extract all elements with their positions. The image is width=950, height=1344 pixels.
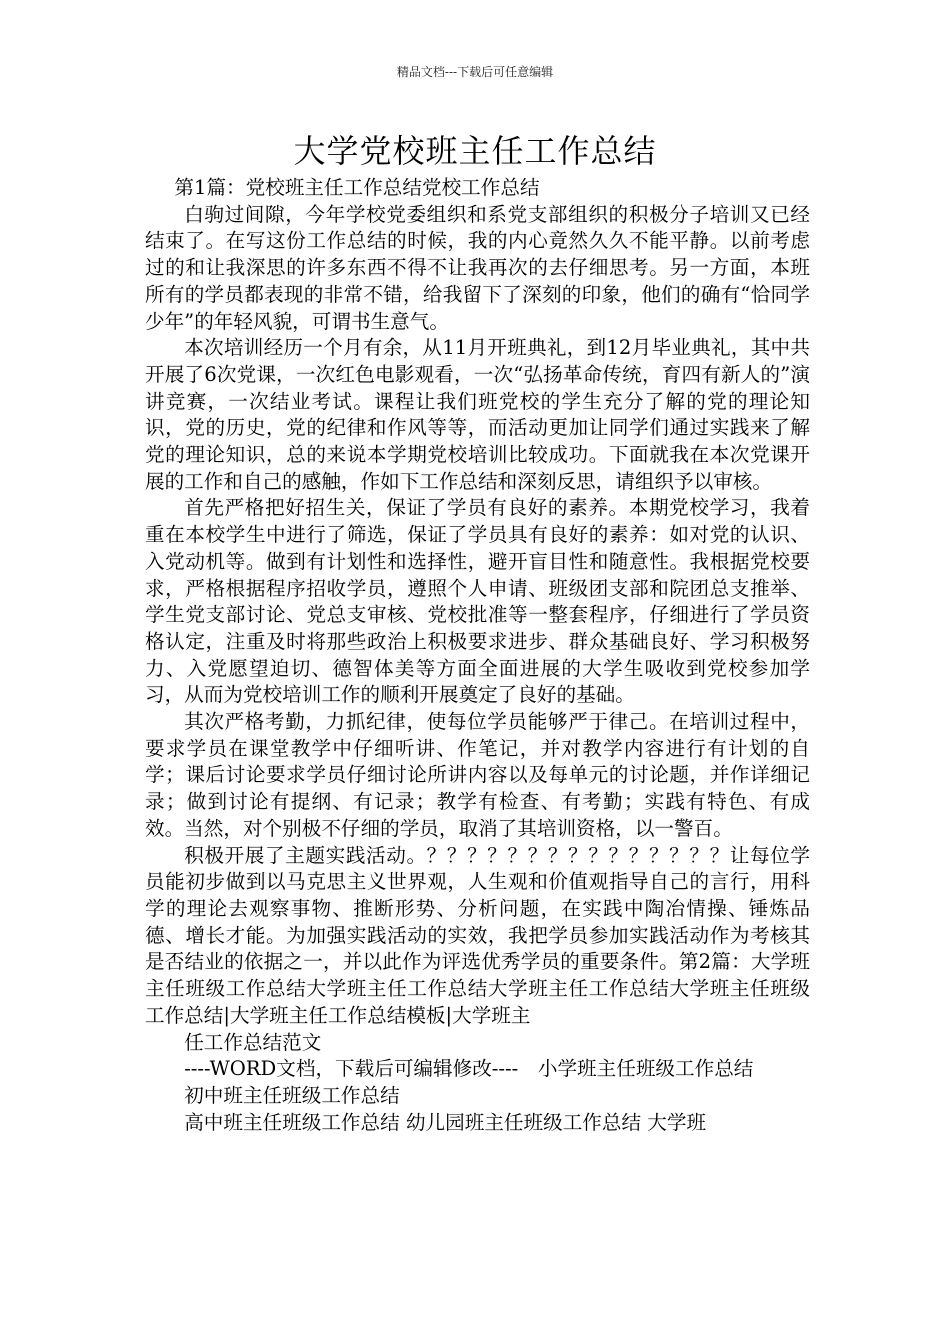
paragraph: 本次培训经历一个月有余，从11月开班典礼，到12月毕业典礼，其中共开展了6次党课，一次红色电影观看，一次“弘扬革命传统，育四有新人的”演讲竞赛，一次结业考试。课程让我们班党校的学生充分了解的党的理论知识，党的历史，党的纪律和作风等等，而活动更加让同学们通过实践来了解党的理论知识，总的来说本学期党校培训比较成功。下面就我在本次党课开展的工作和自己的感触，作如下工作总结和深刻反思，请组织予以审核。 [145, 336, 810, 493]
page-header: 精品文档---下载后可任意编辑 [396, 65, 554, 79]
paragraph: ----WORD文档，下载后可编辑修改---- 小学班主任班级工作总结 [184, 1057, 754, 1081]
document-title: 大学党校班主任工作总结 [293, 132, 657, 170]
paragraph: 任工作总结范文 [184, 1030, 322, 1054]
paragraph: 其次严格考勤，力抓纪律，使每位学员能够严于律己。在培训过程中，要求学员在课堂教学中仔细听讲、作笔记，并对教学内容进行有计划的自学；课后讨论要求学员仔细讨论所讲内容以及每单元的讨论题，并作详细记录；做到讨论有提纲、有记录；教学有检查、有考勤；实践有特色、有成效。当然，对个别极不仔细的学员，取消了其培训资格，以一警百。 [145, 710, 810, 840]
paragraph: 初中班主任班级工作总结 [184, 1083, 400, 1107]
paragraph-section-heading: 第1篇：党校班主任工作总结党校工作总结 [174, 176, 540, 199]
paragraph: 高中班主任班级工作总结 幼儿园班主任班级工作总结 大学班 [184, 1110, 707, 1134]
paragraph: 首先严格把好招生关，保证了学员有良好的素养。本期党校学习，我着重在本校学生中进行了筛选，保证了学员具有良好的素养：如对党的认识、入党动机等。做到有计划性和选择性，避开盲目性和随意性。我根据党校要求，严格根据程序招收学员，遵照个人申请、班级团支部和院团总支推举、学生党支部讨论、党总支审核、党校批准等一整套程序，仔细进行了学员资格认定，注重及时将那些政治上积极要求进步、群众基础良好、学习积极努力、入党愿望迫切、德智体美等方面全面进展的大学生吸收到党校参加学习，从而为党校培训工作的顺利开展奠定了良好的基础。 [145, 496, 810, 707]
paragraph: 白驹过间隙，今年学校党委组织和系党支部组织的积极分子培训又已经结束了。在写这份工作总结的时候，我的内心竟然久久不能平静。以前考虑过的和让我深思的许多东西不得不让我再次的去仔细思考。另一方面，本班所有的学员都表现的非常不错，给我留下了深刻的印象，他们的确有“恰同学少年”的年轻风貌，可谓书生意气。 [145, 202, 810, 333]
paragraph: 积极开展了主题实践活动。？？？？？？？？？？？？？？？让每位学员能初步做到以马克思主义世界观，人生观和价值观指导自己的言行，用科学的理论去观察事物、推断形势、分析问题，在实践中陶冶情操、锤炼品德、增长才能。为加强实践活动的实效，我把学员参加实践活动作为考核其是否结业的依据之一，并以此作为评选优秀学员的重要条件。第2篇：大学班主任班级工作总结大学班主任工作总结大学班主任工作总结大学班主任班级工作总结|大学班主任工作总结模板|大学班主 [145, 843, 810, 1027]
document-body [145, 175, 810, 1136]
